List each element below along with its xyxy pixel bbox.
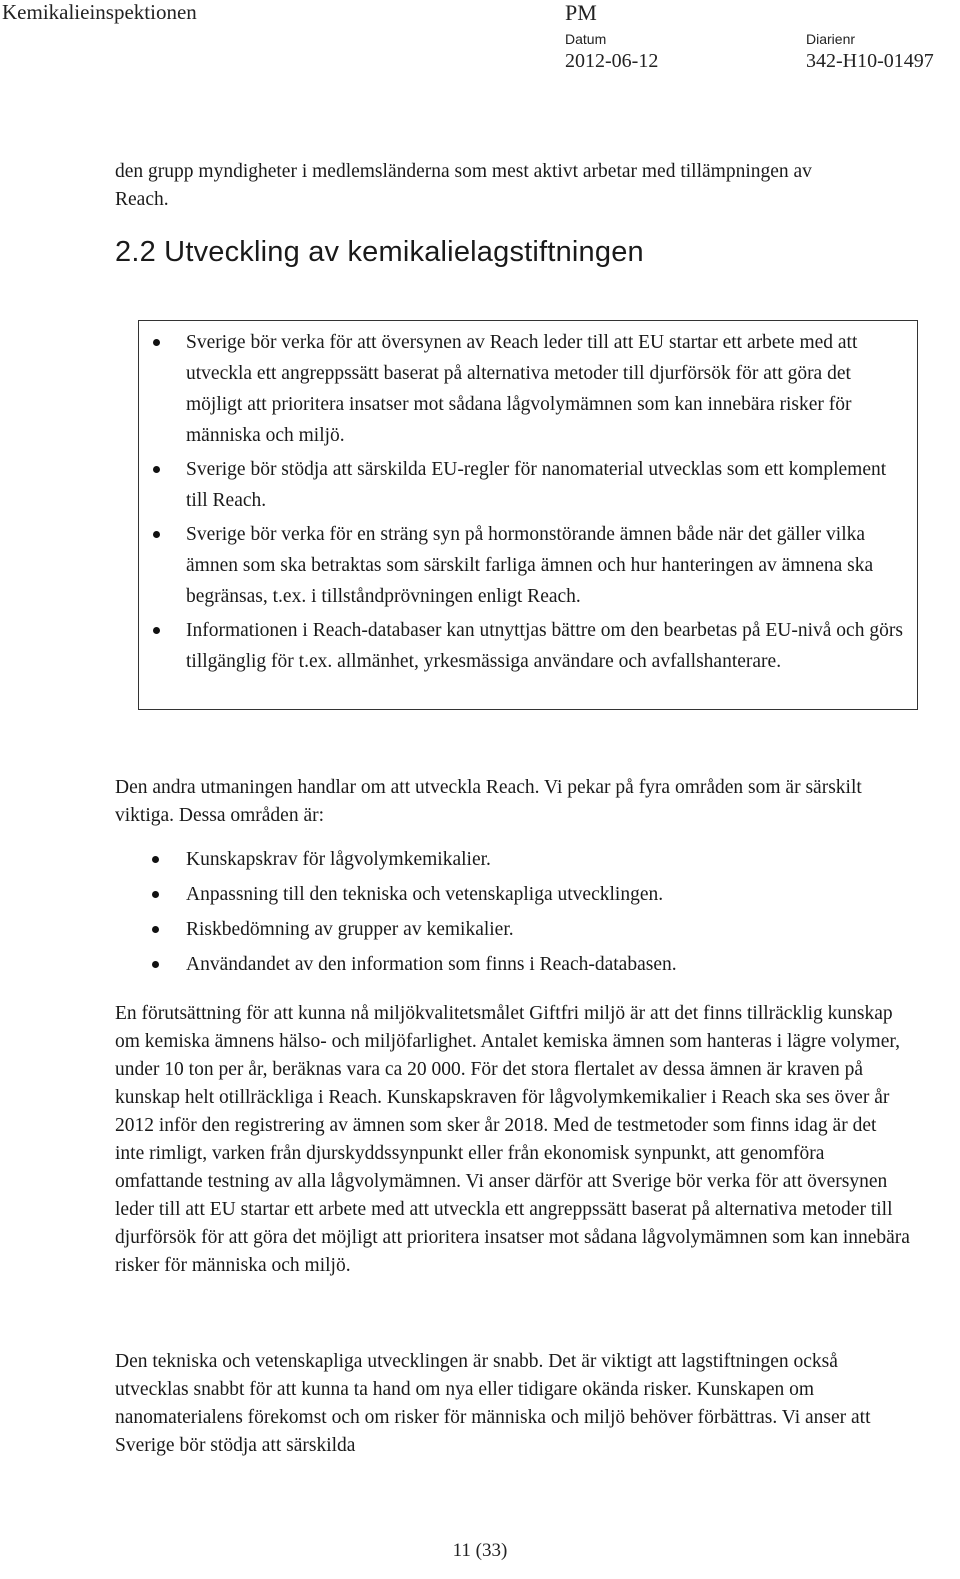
list-item	[186, 519, 911, 612]
list-item-text: Sverige bör stödja att särskilda EU-regler för nanomaterial utvecklas som ett komplement till Reach.	[186, 459, 887, 511]
body-paragraph-2	[115, 1348, 905, 1460]
date-label: Datum	[565, 31, 607, 47]
list-item	[186, 912, 926, 947]
list-item-text: Anpassning till den tekniska och vetenskapliga utvecklingen.	[186, 884, 664, 905]
list-item-text: Informationen i Reach-databaser kan utnyttjas bättre om den bearbetas på EU-nivå och görs tillgänglig för t.ex. allmänhet, yrkesmässiga användare och avfallshanterare.	[186, 620, 903, 672]
bullet-icon	[152, 961, 159, 968]
list-item	[186, 454, 911, 516]
intro-paragraph	[115, 158, 815, 214]
bullet-icon	[152, 926, 159, 933]
section-heading: 2.2 Utveckling av kemikalielagstiftningen	[115, 236, 644, 268]
recommendations-list	[186, 327, 911, 680]
registration-value: 342-H10-01497	[806, 50, 934, 72]
list-item-text: Riskbedömning av grupper av kemikalier.	[186, 919, 514, 940]
registration-label: Diarienr	[806, 31, 856, 47]
list-item	[186, 327, 911, 451]
paragraph-text: En förutsättning för att kunna nå miljökvalitetsmålet Giftfri miljö är att det finns tillräcklig kunskap om kemiska ämnens hälso- och miljöfarlighet. Antalet kemiska ämnen som hanteras i lägre volymer, under 10 ton per år, beräknas vara ca 20 000. För det stora flertalet av dessa ämnen är kraven på kunskap helt otillräckliga i Reach. Kunskapskraven för lågvolymkemikalier i Reach ska ses över år 2012 inför den registrering av ämnen som sker år 2018. Med de testmetoder som finns idag är det inte rimligt, varken från djurskyddssynpunkt eller från ekonomisk synpunkt, att genomföra omfattande testning av alla lågvolymämnen. Vi anser därför att Sverige bör verka för att översynen leder till att EU startar ett arbete med att utveckla ett angreppssätt baserat på alternativa metoder till djurförsök för att göra det möjligt att prioritera insatser mot sådana lågvolymämnen som kan innebära risker för människa och miljö.	[115, 1003, 910, 1276]
bullet-icon	[152, 891, 159, 898]
body-paragraph-1	[115, 1000, 910, 1280]
bullet-icon	[153, 339, 160, 346]
bullet-icon	[153, 531, 160, 538]
list-item-text: Användandet av den information som finns i Reach-databasen.	[186, 954, 677, 975]
list-item-text: Sverige bör verka för att översynen av Reach leder till att EU startar ett arbete med att utveckla ett angreppssätt baserat på alternativa metoder till djurförsök för att göra det möjligt att prioritera insatser mot sådana lågvolymämnen som kan innebära risker för människa och miljö.	[186, 332, 858, 446]
bullet-icon	[153, 627, 160, 634]
recommendations-box	[138, 320, 918, 710]
areas-intro-paragraph	[115, 774, 885, 830]
paragraph-text: Den tekniska och vetenskapliga utvecklingen är snabb. Det är viktigt att lagstiftningen också utvecklas snabbt för att kunna ta hand om nya eller tidigare okända risker. Kunskapen om nanomaterialens förekomst och om risker för människa och miljö behöver förbättras. Vi anser att Sverige bör stödja att särskilda	[115, 1351, 871, 1456]
list-item	[186, 842, 926, 877]
areas-list	[186, 842, 926, 982]
list-item	[186, 615, 911, 677]
list-item	[186, 877, 926, 912]
list-item-text: Sverige bör verka för en sträng syn på hormonstörande ämnen både när det gäller vilka ämnen som ska betraktas som särskilt farliga ämnen och hur hanteringen av ämnena ska begränsas, t.ex. i tillståndprövningen enligt Reach.	[186, 524, 874, 607]
page-number: 11 (33)	[452, 1540, 508, 1561]
document-type: PM	[565, 0, 597, 25]
intro-text: den grupp myndigheter i medlemsländerna som mest aktivt arbetar med tillämpningen av Reach.	[115, 161, 812, 210]
bullet-icon	[153, 466, 160, 473]
bullet-icon	[152, 856, 159, 863]
areas-intro-text: Den andra utmaningen handlar om att utveckla Reach. Vi pekar på fyra områden som är särskilt viktiga. Dessa områden är:	[115, 777, 862, 826]
list-item-text: Kunskapskrav för lågvolymkemikalier.	[186, 849, 491, 870]
organization-name: Kemikalieinspektionen	[2, 0, 197, 24]
date-value: 2012-06-12	[565, 50, 659, 72]
list-item	[186, 947, 926, 982]
